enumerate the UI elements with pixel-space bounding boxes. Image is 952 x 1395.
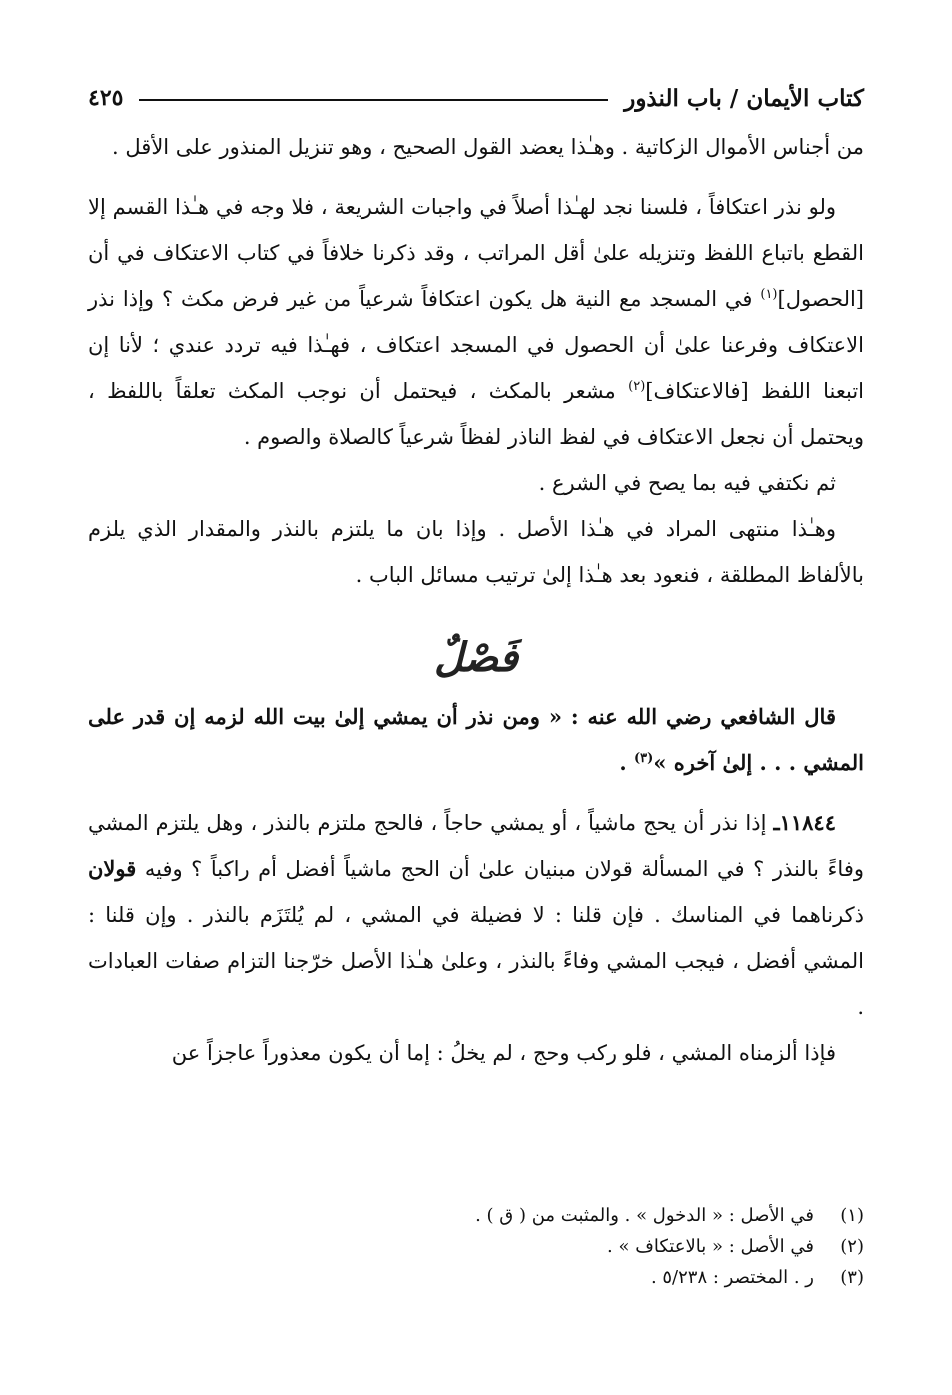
paragraph-5-part-b: ذكرناهما في المناسك . فإن قلنا : لا فضيلة في المشي ، لم يُلتَزَم بالنذر . وإن قلنا : المشي أفضل ، فيجب المشي وفاءً بالنذر ، وعلىٰ هـٰذا الأصل خرّجنا التزام صفات العبادات . bbox=[88, 903, 864, 1019]
paragraph-4: وهـٰذا منتهى المراد في هـٰذا الأصل . وإذا بان ما يلتزم بالنذر والمقدار الذي يلزم بالألفاظ المطلقة ، فنعود بعد هـٰذا إلىٰ ترتيب مسائل الباب . bbox=[88, 517, 864, 587]
main-text bbox=[88, 124, 864, 1076]
footnote-number: (٣) bbox=[840, 1267, 864, 1288]
paragraph-3: ثم نكتفي فيه بما يصح في الشرع . bbox=[538, 471, 836, 495]
footnote-2 bbox=[88, 1231, 864, 1262]
running-header bbox=[88, 80, 864, 116]
shafii-quote bbox=[88, 694, 864, 786]
paragraph-5-keyword: قولان bbox=[88, 856, 137, 881]
paragraph-2 bbox=[88, 184, 864, 460]
footnote-text: ر . المختصر : ٥/٢٣٨ . bbox=[650, 1267, 814, 1288]
footnote-ref-3: (٣) bbox=[634, 751, 654, 766]
paragraph-5-part-a: إذا نذر أن يحج ماشياً ، أو يمشي حاجاً ، فالحج ملتزم بالنذر ، وهل يلتزم المشي وفاءً بالنذر ؟ في المسألة قولان مبنيان علىٰ أن الحج ماشياً أفضل أم راكباً ؟ وفيه bbox=[88, 811, 864, 881]
footnote-ref-2: (٢) bbox=[628, 379, 646, 394]
footnotes bbox=[88, 1200, 864, 1293]
paragraph-2-part-b: في المسجد مع النية هل يكون اعتكافاً شرعياً من غير فرض مكث ؟ وإذا نذر الاعتكاف وفرعنا علىٰ أن الحصول في المسجد اعتكاف ، فهـٰذا فيه تردد عندي ؛ لأنا إن اتبعنا اللفظ [فالاعتكاف] bbox=[88, 287, 864, 403]
section-heading: فَصْلٌ bbox=[433, 634, 519, 681]
quote-paragraph bbox=[88, 694, 864, 786]
page-number: ٤٢٥ bbox=[88, 85, 124, 111]
paragraph-5 bbox=[88, 800, 864, 1030]
header-rule bbox=[139, 99, 608, 101]
footnote-text: في الأصل : « الدخول » . والمثبت من ( ق ) . bbox=[475, 1205, 814, 1226]
paragraph-6: فإذا ألزمناه المشي ، فلو ركب وحج ، لم يخلُ : إما أن يكون معذوراً عاجزاً عن bbox=[171, 1041, 836, 1065]
footnote-ref-1: (١) bbox=[760, 287, 778, 302]
chapter-title: كتاب الأيمان / باب النذور bbox=[624, 84, 864, 112]
paragraph-2-part-a: ولو نذر اعتكافاً ، فلسنا نجد لهـٰذا أصلاً في واجبات الشريعة ، فلا وجه في هـٰذا القسم إلا القطع باتباع اللفظ وتنزيله علىٰ أقل المراتب ، وقد ذكرنا خلافاً في كتاب الاعتكاف في أن [الحصول] bbox=[88, 195, 864, 311]
footnote-3 bbox=[88, 1262, 864, 1293]
footnote-number: (٢) bbox=[840, 1236, 864, 1257]
footnote-1 bbox=[88, 1200, 864, 1231]
quote-text: قال الشافعي رضي الله عنه : « ومن نذر أن يمشي إلىٰ بيت الله لزمه إن قدر على المشي . . . إلىٰ آخره » bbox=[88, 704, 864, 775]
paragraph-2-part-c: مشعر بالمكث ، فيحتمل أن نوجب المكث تعلقاً باللفظ ، ويحتمل أن نجعل الاعتكاف في لفظ الناذر لفظاً شرعياً كالصلاة والصوم . bbox=[88, 379, 864, 449]
quote-end: . bbox=[619, 750, 635, 775]
footnote-number: (١) bbox=[840, 1205, 864, 1226]
paragraph-1: من أجناس الأموال الزكاتية . وهـٰذا يعضد القول الصحيح ، وهو تنزيل المنذور على الأقل . bbox=[112, 135, 864, 159]
footnote-text: في الأصل : « بالاعتكاف » . bbox=[607, 1236, 814, 1257]
issue-number: ١١٨٤٤ـ bbox=[773, 810, 836, 835]
